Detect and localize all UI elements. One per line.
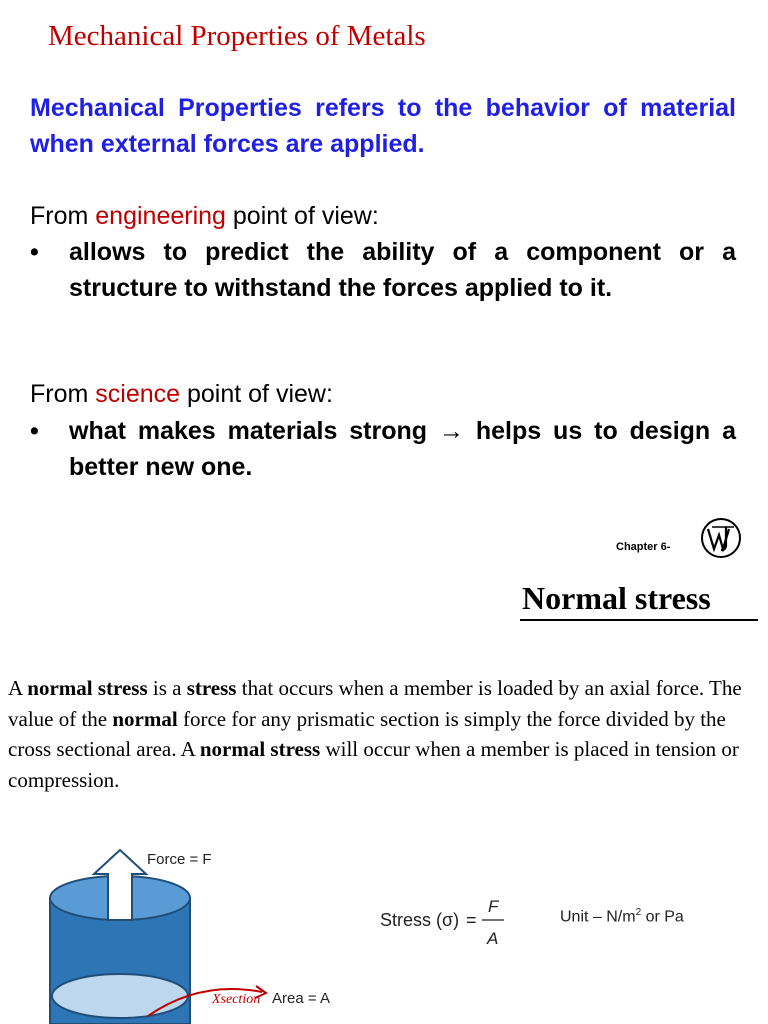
area-label: Area = A bbox=[272, 990, 330, 1007]
body-bold-term: normal stress bbox=[27, 676, 148, 700]
science-bullet-text: what makes materials strong → helps us to design a better new one. bbox=[69, 417, 736, 481]
body-text-part: force for any prismatic section is simply the force divided by the cross sectional area. A bbox=[8, 706, 726, 761]
science-heading bbox=[30, 376, 736, 412]
formula-numerator: F bbox=[488, 897, 499, 916]
engineering-keyword: engineering bbox=[95, 202, 226, 230]
bullet-dot: • bbox=[30, 238, 39, 266]
section-title-underline bbox=[520, 619, 758, 621]
formula-denominator: A bbox=[487, 929, 499, 948]
engineering-prefix: From bbox=[30, 202, 96, 230]
engineering-bullet-text: allows to predict the ability of a component or a structure to withstand the forces applied to it. bbox=[69, 238, 736, 302]
force-label: Force = F bbox=[147, 851, 212, 868]
bullet-dot: • bbox=[30, 417, 39, 445]
engineering-bullet bbox=[30, 234, 736, 306]
formula-lhs-symbol: (σ) bbox=[436, 910, 460, 930]
definition-text: refers to the behavior of material when external forces are applied. bbox=[30, 94, 736, 158]
body-text-part: is a bbox=[147, 676, 187, 700]
engineering-heading bbox=[30, 198, 736, 234]
handwritten-note: Xsection bbox=[212, 992, 261, 1007]
body-text-part: will occur when a member is placed in tension or compression. bbox=[8, 737, 739, 792]
formula-equals: = bbox=[466, 910, 477, 930]
science-suffix: point of view: bbox=[180, 380, 333, 408]
body-bold-term: stress bbox=[186, 676, 237, 700]
definition-paragraph bbox=[30, 90, 736, 162]
science-keyword: science bbox=[95, 380, 181, 408]
science-bullet bbox=[30, 413, 736, 485]
cross-section-area bbox=[52, 974, 188, 1018]
stress-formula bbox=[380, 892, 520, 952]
formula-lhs-word: Stress bbox=[380, 910, 432, 930]
unit-label bbox=[560, 907, 684, 926]
body-bold-term: normal stress bbox=[199, 737, 321, 761]
engineering-suffix: point of view: bbox=[225, 202, 379, 230]
slide-title: Mechanical Properties of Metals bbox=[48, 20, 426, 52]
unit-suffix: or Pa bbox=[641, 908, 684, 926]
body-text-part: A bbox=[8, 676, 28, 700]
unit-prefix: Unit – N/m bbox=[560, 908, 636, 926]
normal-stress-paragraph bbox=[8, 673, 760, 795]
definition-term: Mechanical Properties bbox=[30, 94, 302, 122]
unit-superscript: 2 bbox=[635, 907, 642, 918]
section-title: Normal stress bbox=[522, 580, 711, 616]
science-prefix: From bbox=[30, 380, 96, 408]
chapter-label: Chapter 6- bbox=[616, 541, 671, 553]
body-bold-term: normal bbox=[112, 706, 178, 731]
body-text-part: that occurs when a member is loaded by an axial force. The value of the bbox=[8, 676, 742, 731]
publisher-logo-icon bbox=[700, 517, 742, 559]
